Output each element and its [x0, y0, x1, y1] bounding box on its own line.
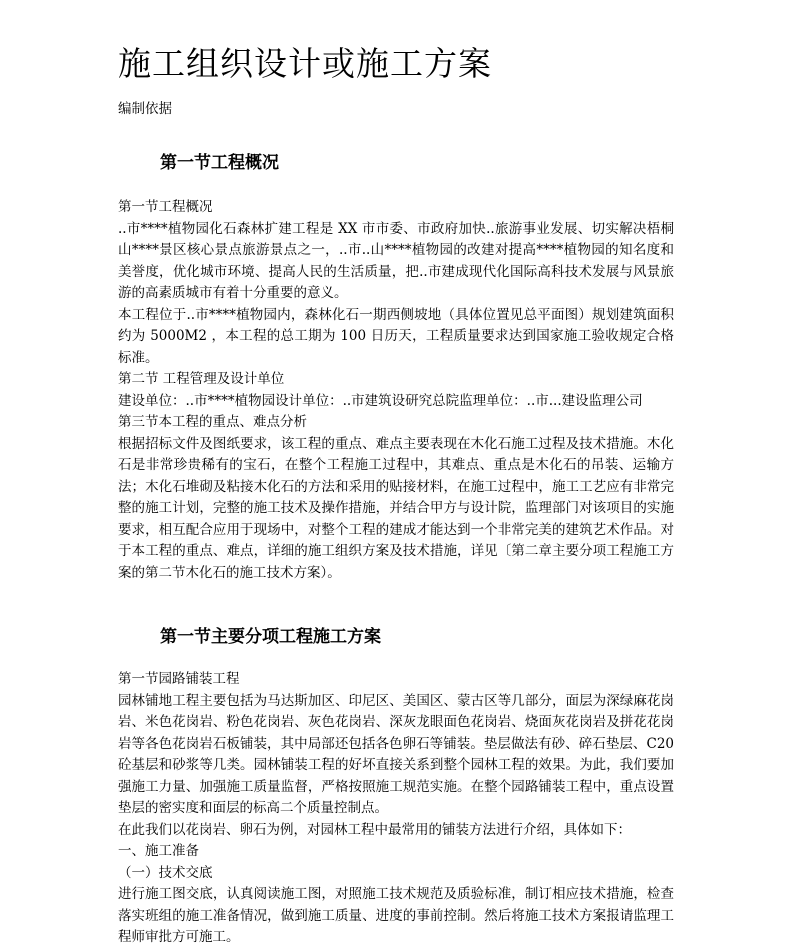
section-heading-overview: 第一节工程概况 [160, 153, 279, 173]
paragraph: 进行施工图交底，认真阅读施工图，对照施工技术规范及质验标准，制订相应技术措施，检查落实班组的施工准备情况，做到施工质量、进度的事前控制。然后将施工技术方案报请监理工程师审批方可施工。 [118, 886, 674, 945]
paragraph: 一、施工准备 [118, 843, 199, 859]
paragraph: 第一节工程概况 [118, 199, 213, 215]
document-title: 施工组织设计或施工方案 [118, 44, 492, 83]
paragraph: 园林铺地工程主要包括为马达斯加区、印尼区、美国区、蒙古区等几部分，面层为深绿麻花岗岩、米色花岗岩、粉色花岗岩、灰色花岗岩、深灰龙眼面色花岗岩、烧面灰花岗岩及拼花花岗岩等各色花岗岩石板铺装，其中局部还包括各色卵石等铺装。垫层做法有砂、碎石垫层、C20 砼基层和砂浆等几类。园林铺装工程的好坏直接关系到整个园林工程的效果。为此，我们要加强施工力量、加强施工质量监督，严格按照施工规范实施。在整个园路铺装工程中，重点设置垫层的密实度和面层的标高二个质量控制点。 [118, 692, 674, 816]
paragraph: 建设单位：..市****植物园设计单位：..市建筑设研究总院监理单位：..市...建设监理公司 [118, 392, 643, 409]
paragraph: 第一节园路铺装工程 [118, 671, 240, 687]
paragraph: 在此我们以花岗岩、卵石为例，对园林工程中最常用的铺装方法进行介绍，具体如下： [118, 821, 631, 838]
paragraph: 本工程位于..市****植物园内，森林化石一期西侧坡地（具体位置见总平面图）规划建筑面积约为 5000M2 ，本工程的总工期为 100 日历天，工程质量要求达到国家施工验收规定合格标准。 [118, 306, 674, 366]
overview-text-block [118, 197, 674, 584]
section-heading-construction-plan: 第一节主要分项工程施工方案 [160, 627, 381, 647]
paragraph: 根据招标文件及图纸要求，该工程的重点、难点主要表现在木化石施工过程及技术措施。木化石是非常珍贵稀有的宝石，在整个工程施工过程中，其难点、重点是木化石的吊装、运输方法；木化石堆砌及粘接木化石的方法和采用的贴接材料，在施工过程中，施工工艺应有非常完整的施工计划，完整的施工技术及操作措施，并结合甲方与设计院，监理部门对该项目的实施要求，相互配合应用于现场中，对整个工程的建成才能达到一个非常完美的建筑艺术作品。对于本工程的重点、难点，详细的施工组织方案及技术措施，详见〔第二章主要分项工程施工方案的第二节木化石的施工技术方案）。 [118, 435, 674, 581]
paragraph: 第三节本工程的重点、难点分析 [118, 414, 307, 430]
paragraph: 第二节 工程管理及设计单位 [118, 371, 285, 387]
compilation-basis-label: 编制依据 [118, 101, 172, 117]
paragraph: ..市****植物园化石森林扩建工程是 XX 市市委、市政府加快..旅游事业发展、切实解决梧桐山****景区核心景点旅游景点之一，..市..山****植物园的改建对提高****植物园的知名度和美誉度，优化城市环境、提高人民的生活质量，把..市建成现代化国际高科技术发展与风景旅游的高素质城市有着十分重要的意义。 [118, 220, 674, 301]
paragraph: （一）技术交底 [118, 864, 213, 881]
construction-plan-text-block [118, 669, 674, 949]
